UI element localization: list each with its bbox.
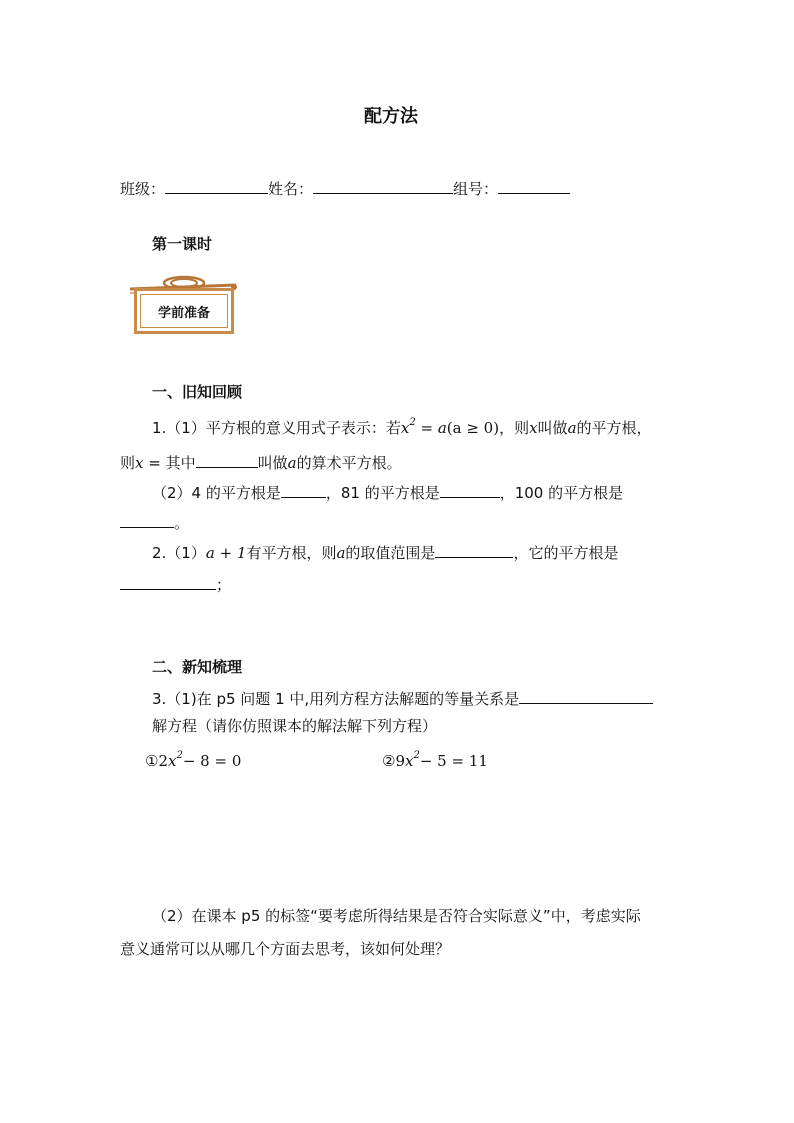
badge-label: 学前准备 — [157, 306, 210, 321]
q2-line — [152, 542, 618, 563]
q1-line2 — [120, 452, 402, 473]
q1-2-text-a: （2）4 的平方根是 — [152, 484, 281, 502]
blank-sqrt81[interactable] — [440, 482, 500, 498]
class-blank[interactable] — [165, 178, 268, 194]
q1-text-c: 叫做 — [537, 419, 568, 437]
q3-line2: 解方程（请你仿照课本的解法解下列方程） — [152, 717, 438, 735]
section2-heading: 二、新知梳理 — [152, 658, 243, 676]
q3-part2-line2: 意义通常可以从哪几个方面去思考，该如何处理？ — [120, 940, 451, 958]
q2-text-c: 的取值范围是 — [345, 544, 436, 562]
q3-text: 3.（1)在 p5 问题 1 中,用列方程方法解题的等量关系是 — [152, 690, 520, 708]
blank-range[interactable] — [435, 542, 513, 558]
math-a: a — [437, 419, 447, 437]
page-title: 配方法 — [364, 106, 418, 127]
q1-text: 1.（1）平方根的意义用式子表示：若 — [152, 419, 401, 437]
q1-text-b: ，则 — [499, 419, 530, 437]
blank-q2-sqrt[interactable] — [120, 574, 216, 590]
equation-2 — [382, 748, 488, 771]
q2-text-a: 2.（1） — [152, 544, 206, 562]
eq1-coef: 2 — [158, 752, 168, 770]
q1-line2-b: = 其中 — [143, 454, 196, 472]
math-eq: = — [415, 419, 438, 437]
blank-sqrt4[interactable] — [281, 482, 326, 498]
q2-end: ； — [216, 576, 232, 594]
info-row — [120, 178, 570, 199]
section1-heading: 一、旧知回顾 — [152, 383, 243, 401]
q3-part2-line1: （2）在课本 p5 的标签“要考虑所得结果是否符合实际意义”中，考虑实际 — [152, 907, 641, 925]
math-a2: a — [567, 419, 577, 437]
class-label: 班级： — [120, 180, 166, 198]
q1-part2 — [152, 482, 623, 503]
lesson-label: 第一课时 — [152, 235, 213, 253]
q1-part2-line2 — [120, 512, 189, 533]
name-label: 姓名： — [268, 180, 314, 198]
math-x: x — [529, 419, 538, 437]
eq1-rest: − 8 = 0 — [182, 752, 242, 770]
blank-equal-relation[interactable] — [519, 688, 653, 704]
q2-text-d: ，它的平方根是 — [513, 544, 619, 562]
q1-2-end: 。 — [174, 514, 190, 532]
q1-blank[interactable] — [196, 452, 258, 468]
equation-1 — [145, 748, 241, 771]
eq2-number: ② — [382, 752, 396, 770]
eq2-rest: − 5 = 11 — [419, 752, 488, 770]
eq1-number: ① — [145, 752, 159, 770]
q1-line1 — [152, 415, 652, 438]
group-blank[interactable] — [498, 178, 570, 194]
math-a-plus-1: a + 1 — [205, 544, 247, 562]
eq1-x-squared: $x^2$ — [168, 750, 183, 770]
badge — [134, 288, 234, 334]
q3-line1 — [152, 688, 653, 709]
q1-line2-d: 的算术平方根。 — [296, 454, 402, 472]
q2-text-b: 有平方根，则 — [246, 544, 337, 562]
q1-2-text-c: ，100 的平方根是 — [499, 484, 624, 502]
math-x2: x — [135, 454, 144, 472]
q2-line2 — [120, 574, 231, 595]
math-a4: a — [336, 544, 346, 562]
q1-2-text-b: ，81 的平方根是 — [325, 484, 440, 502]
math-cond: (a ≥ 0) — [446, 419, 500, 437]
q1-text-d: 的平方根， — [576, 419, 652, 437]
math-a3: a — [287, 454, 297, 472]
name-blank[interactable] — [313, 178, 453, 194]
q1-line2-c: 叫做 — [257, 454, 288, 472]
eq2-coef: 9 — [395, 752, 405, 770]
eq2-x-squared: $x^2$ — [405, 750, 420, 770]
blank-sqrt100[interactable] — [120, 512, 174, 528]
q1-line2-text: 则 — [120, 454, 136, 472]
math-x-squared: $x^2$ — [400, 417, 416, 437]
group-label: 组号： — [453, 180, 499, 198]
